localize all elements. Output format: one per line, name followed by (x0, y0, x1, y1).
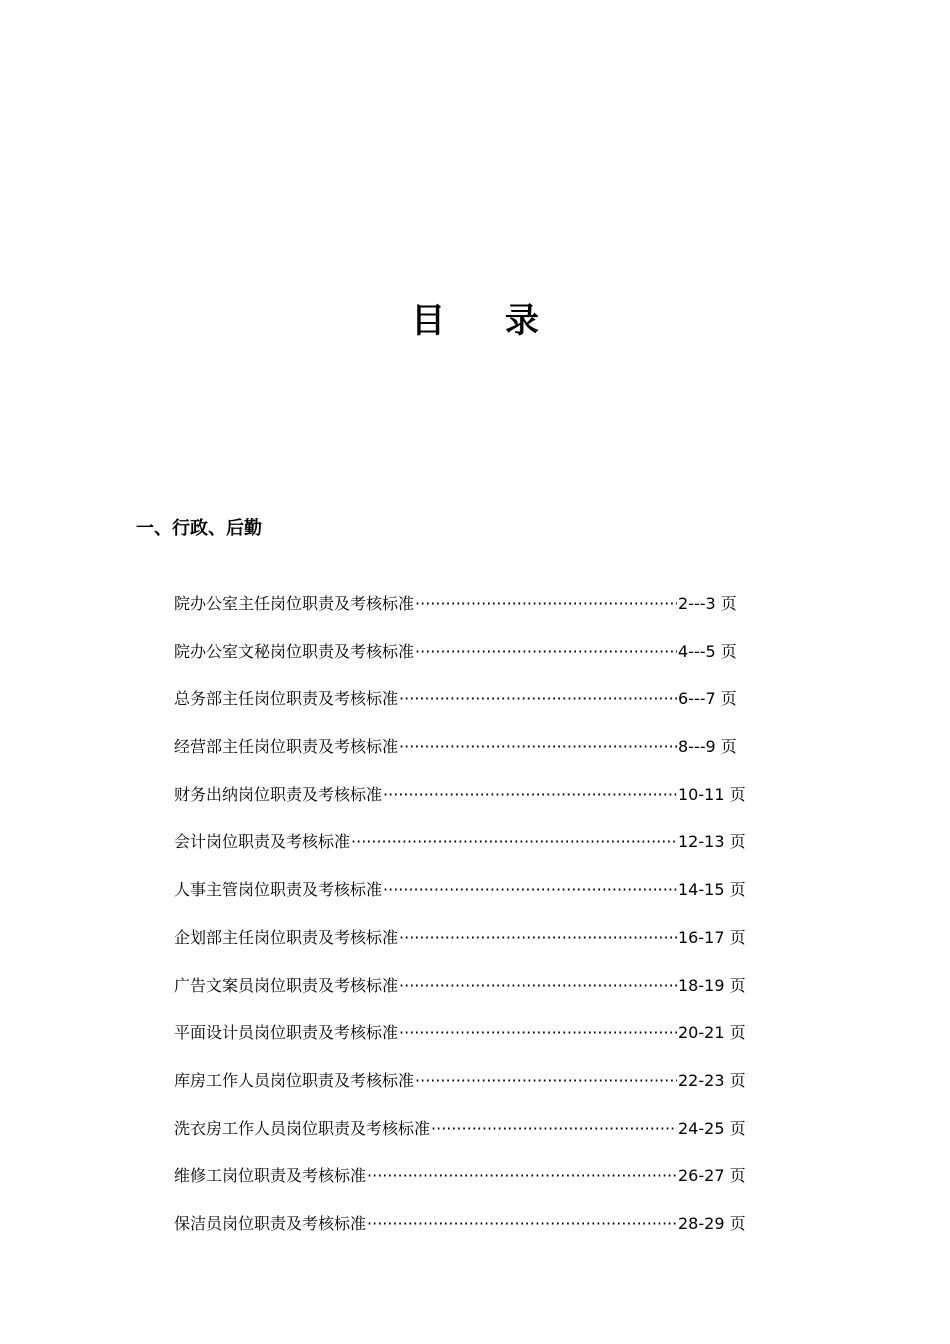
toc-entry-title: 维修工岗位职责及考核标准 (174, 1166, 367, 1186)
toc-dot-leader (415, 590, 677, 618)
toc-entry (174, 638, 750, 686)
toc-dot-leader (399, 1019, 677, 1047)
toc-entry-pages: 10-11 页 (678, 784, 746, 804)
toc-entry (174, 1019, 750, 1067)
toc-dot-leader (415, 638, 677, 666)
toc-entry-title: 广告文案员岗位职责及考核标准 (174, 975, 399, 995)
toc-entry-pages: 4---5 页 (678, 641, 737, 661)
toc-dot-leader (399, 972, 677, 1000)
toc-entry-pages: 20-21 页 (678, 1023, 746, 1043)
toc-entry (174, 972, 750, 1020)
toc-dot-leader (399, 733, 677, 761)
toc-dot-leader (367, 1162, 677, 1190)
toc-entry-pages: 12-13 页 (678, 832, 746, 852)
toc-entry-pages: 26-27 页 (678, 1166, 746, 1186)
toc-list (174, 590, 750, 1258)
toc-dot-leader (367, 1210, 677, 1238)
toc-entry (174, 1115, 750, 1163)
toc-entry-pages: 16-17 页 (678, 927, 746, 947)
toc-entry (174, 1210, 750, 1258)
toc-entry-title: 人事主管岗位职责及考核标准 (174, 880, 383, 900)
toc-entry-title: 企划部主任岗位职责及考核标准 (174, 927, 399, 947)
toc-entry-title: 库房工作人员岗位职责及考核标准 (174, 1070, 415, 1090)
toc-dot-leader (383, 781, 677, 809)
toc-entry-pages: 24-25 页 (678, 1118, 746, 1138)
toc-entry-pages: 28-29 页 (678, 1213, 746, 1233)
toc-dot-leader (383, 876, 677, 904)
page-title: 目 录 (411, 301, 563, 341)
toc-entry-pages: 6---7 页 (678, 689, 737, 709)
toc-dot-leader (399, 685, 677, 713)
toc-entry-pages: 2---3 页 (678, 594, 737, 613)
toc-entry-title: 保洁员岗位职责及考核标准 (174, 1213, 367, 1233)
toc-entry (174, 733, 750, 781)
toc-entry (174, 1067, 750, 1115)
toc-entry-title: 平面设计员岗位职责及考核标准 (174, 1023, 399, 1043)
toc-entry-pages: 8---9 页 (678, 737, 737, 757)
toc-dot-leader (399, 924, 677, 952)
toc-entry-pages: 14-15 页 (678, 880, 746, 900)
toc-dot-leader (431, 1115, 677, 1143)
toc-entry (174, 876, 750, 924)
toc-entry-title: 洗衣房工作人员岗位职责及考核标准 (174, 1118, 431, 1138)
toc-entry (174, 781, 750, 829)
toc-entry (174, 1162, 750, 1210)
toc-dot-leader (415, 1067, 677, 1095)
toc-dot-leader (351, 828, 677, 856)
toc-entry-title: 会计岗位职责及考核标准 (174, 832, 351, 852)
toc-entry-pages: 22-23 页 (678, 1070, 746, 1090)
toc-entry (174, 685, 750, 733)
toc-entry-title: 总务部主任岗位职责及考核标准 (174, 689, 399, 709)
toc-entry-title: 院办公室文秘岗位职责及考核标准 (174, 641, 415, 661)
toc-entry-title: 财务出纳岗位职责及考核标准 (174, 784, 383, 804)
toc-entry-title: 经营部主任岗位职责及考核标准 (174, 737, 399, 757)
toc-entry (174, 590, 750, 638)
toc-entry (174, 924, 750, 972)
section-heading: 一、行政、后勤 (136, 518, 262, 539)
toc-entry-title: 院办公室主任岗位职责及考核标准 (174, 594, 415, 613)
toc-entry-pages: 18-19 页 (678, 975, 746, 995)
toc-entry (174, 828, 750, 876)
